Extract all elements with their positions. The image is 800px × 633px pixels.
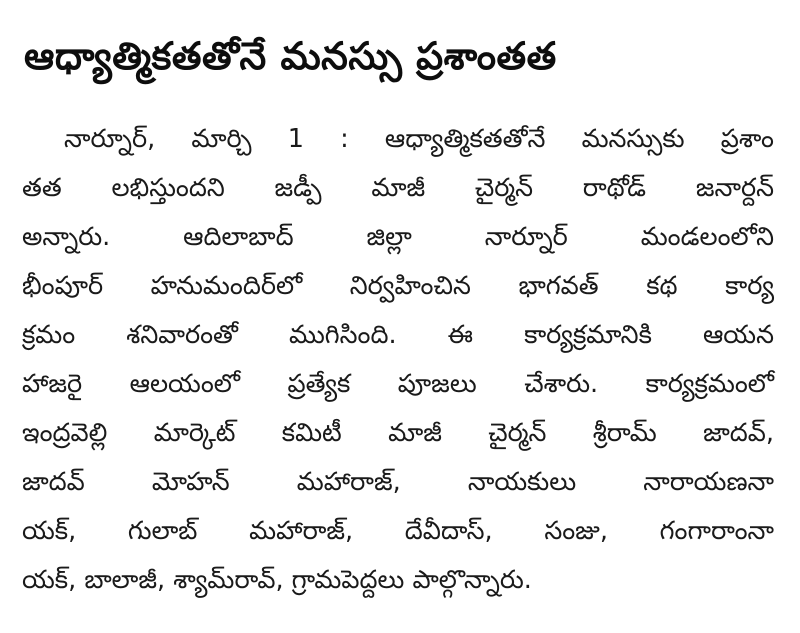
article-line: నార్నూర్, మార్చి 1 : ఆధ్యాత్మికతతోనే మనస్సుకు ప్రశాం — [64, 124, 774, 154]
article-line: అన్నారు. ఆదిలాబాద్ జిల్లా నార్నూర్ మండలంలోని — [22, 222, 774, 252]
article-line: జాదవ్ మోహన్ మహారాజ్, నాయకులు నారాయణనా — [22, 467, 774, 497]
article-line: యక్, గులాబ్ మహారాజ్, దేవీదాస్, సంజు, గంగారాంనా — [22, 516, 774, 546]
article-line: హాజరై ఆలయంలో ప్రత్యేక పూజలు చేశారు. కార్యక్రమంలో — [22, 369, 774, 399]
article-line: క్రమం శనివారంతో ముగిసింది. ఈ కార్యక్రమానికి ఆయన — [22, 320, 774, 350]
article-line: యక్, బాలాజీ, శ్యామ్‌రావ్, గ్రామపెద్దలు పాల్గొన్నారు. — [22, 565, 532, 595]
article-line: తత లభిస్తుందని జడ్పీ మాజీ చైర్మన్ రాథోడ్ జనార్దన్ — [22, 173, 774, 203]
article-headline: ఆధ్యాత్మికతతోనే మనస్సు ప్రశాంతత — [24, 34, 557, 78]
article-line: ఇంద్రవెల్లి మార్కెట్ కమిటీ మాజీ చైర్మన్ శ్రీరామ్ జాదవ్, — [22, 418, 774, 448]
article-line: భీంపూర్ హనుమందిర్‌లో నిర్వహించిన భాగవత్ కథ కార్య — [22, 271, 774, 301]
article-body — [22, 115, 774, 605]
